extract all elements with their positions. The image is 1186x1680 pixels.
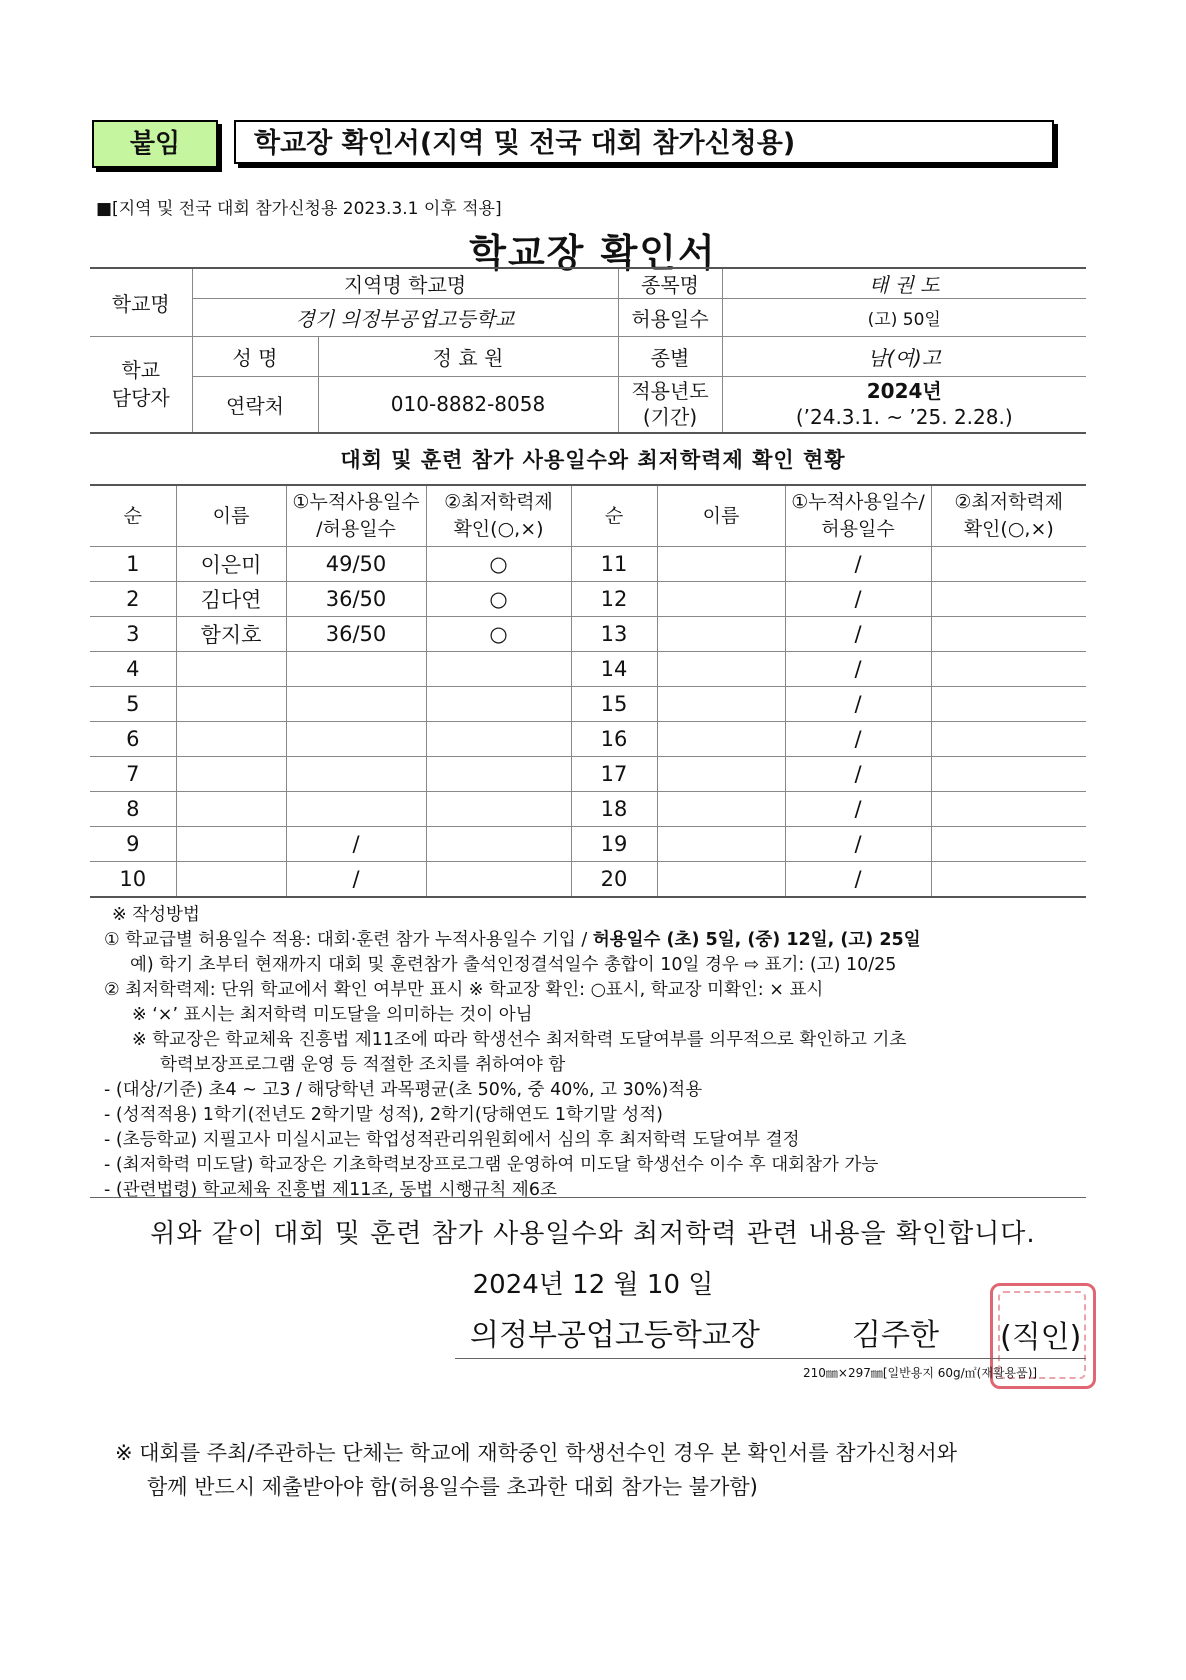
cell-days: 49/50 [286,547,426,582]
cell-name [176,722,286,757]
guide-line-7: - (대상/기준) 초4 ~ 고3 / 해당학년 과목평균(초 50%, 중 40%, 고 30%)적용 [104,1080,703,1100]
cell-check [426,722,571,757]
confirm-statement: 위와 같이 대회 및 훈련 참가 사용일수와 최저학력 관련 내용을 확인합니다. [150,1219,1036,1249]
manager-label-line2: 담당자 [111,386,170,411]
table-row [90,792,1086,827]
cell-name [657,617,785,652]
cell-days: / [286,827,426,862]
cell-name: 함지호 [176,617,286,652]
guide-line-1a: ① 학교급별 허용일수 적용: 대회·훈련 참가 누적사용일수 기입 / [104,930,593,950]
footnote [115,1436,957,1504]
guide-line-10: - (최저학력 미도달) 학교장은 기초학력보장프로그램 운영하여 미도달 학생선수 이수 후 대회참가 가능 [104,1155,879,1175]
col-used-days-right [785,485,931,547]
table-row [90,687,1086,722]
cell-check [426,792,571,827]
gender-label: 종별 [618,337,722,377]
cell-check [931,547,1086,582]
name-label: 성 명 [192,337,318,377]
col-used-days [286,485,426,547]
period-value: (’24.3.1. ~ ’25. 2.28.) [795,405,1013,430]
cell-days: 36/50 [286,582,426,617]
cell-name [657,827,785,862]
cell-days [286,792,426,827]
cell-days: / [785,582,931,617]
cell-no: 1 [90,547,176,582]
cell-no: 12 [571,582,657,617]
cell-no: 15 [571,687,657,722]
table-row [90,582,1086,617]
cell-name: 이은미 [176,547,286,582]
guide-line-2: 예) 학기 초부터 현재까지 대회 및 훈련참가 출석인정결석일수 총합이 10일 경우 ⇨ 표기: (고) 10/25 [130,955,897,975]
cell-no: 3 [90,617,176,652]
guide-line-5: ※ 학교장은 학교체육 진흥법 제11조에 따라 학생선수 최저학력 도달여부를 의무적으로 확인하고 기초 [132,1030,907,1050]
col-used-days-line1: ①누적사용일수 [292,491,420,513]
document-title: 학교장 확인서 [469,231,717,275]
cell-days: / [785,757,931,792]
cell-name [657,862,785,898]
col-name-right: 이름 [657,485,785,547]
cell-no: 9 [90,827,176,862]
cell-check [426,757,571,792]
seal-label: (직인) [1000,1320,1082,1355]
allowed-days-value: (고) 50일 [722,299,1086,337]
table-row [90,757,1086,792]
cell-no: 16 [571,722,657,757]
cell-check [426,827,571,862]
col-check-right-line2: 확인(○,×) [963,518,1054,540]
cell-days: / [286,862,426,898]
cell-name [176,652,286,687]
cell-check [931,827,1086,862]
signer-title: 의정부공업고등학교장 [470,1318,760,1353]
year-label-line2: (기간) [642,405,698,430]
school-info-table [90,267,1086,434]
col-used-days-line2: /허용일수 [316,518,396,540]
cell-days [286,652,426,687]
guide-heading: ※ 작성방법 [112,905,200,925]
cell-days [286,757,426,792]
cell-name [657,792,785,827]
footnote-line-2: 함께 반드시 제출받아야 함(허용일수를 초과한 대회 참가는 불가함) [147,1475,758,1499]
cell-name [176,827,286,862]
cell-no: 6 [90,722,176,757]
guide-line-3: ② 최저학력제: 단위 학교에서 확인 여부만 표시 ※ 학교장 확인: ○표시, 학교장 미확인: × 표시 [104,980,824,1000]
section-title: 대회 및 훈련 참가 사용일수와 최저학력제 확인 현황 [340,448,846,472]
signature-line [455,1358,1086,1359]
cell-days [286,687,426,722]
sign-date: 2024년 12 월 10 일 [472,1270,714,1300]
sport-label: 종목명 [618,268,722,299]
year-value [722,377,1086,433]
cell-name: 김다연 [176,582,286,617]
cell-no: 17 [571,757,657,792]
cell-check [931,652,1086,687]
cell-check [931,757,1086,792]
athlete-table-body [90,547,1086,898]
contact-label: 연락처 [192,377,318,433]
guide-line-11: - (관련법령) 학교체육 진흥법 제11조, 동법 시행규칙 제6조 [104,1180,557,1200]
cell-days: / [785,827,931,862]
manager-label [90,337,192,433]
table-row [90,617,1086,652]
cell-check [931,687,1086,722]
col-no: 순 [90,485,176,547]
cell-check [931,862,1086,898]
table-header-row [90,485,1086,547]
cell-check [426,652,571,687]
divider [90,1197,1086,1198]
cell-check [931,722,1086,757]
writing-guide [104,903,1094,1203]
manager-label-line1: 학교 [121,358,161,383]
cell-no: 20 [571,862,657,898]
cell-check [931,582,1086,617]
table-row [90,652,1086,687]
signer-name: 김주한 [852,1318,939,1353]
cell-days: / [785,652,931,687]
table-row [90,722,1086,757]
cell-no: 14 [571,652,657,687]
cell-no: 10 [90,862,176,898]
cell-days: / [785,617,931,652]
contact-value: 010-8882-8058 [318,377,618,433]
table-row [90,862,1086,898]
cell-days: / [785,547,931,582]
table-row [90,827,1086,862]
guide-line-6: 학력보장프로그램 운영 등 적절한 조치를 취하여야 함 [160,1055,566,1075]
cell-no: 18 [571,792,657,827]
cell-name [176,862,286,898]
cell-check [426,862,571,898]
school-name-label: 학교명 [90,268,192,337]
cell-days: / [785,687,931,722]
col-name: 이름 [176,485,286,547]
cell-name [657,722,785,757]
region-school-label: 지역명 학교명 [192,268,618,299]
cell-days: / [785,792,931,827]
cell-no: 5 [90,687,176,722]
form-note: ■[지역 및 전국 대회 참가신청용 2023.3.1 이후 적용] [96,199,502,219]
name-value: 정 효 원 [318,337,618,377]
cell-check [931,617,1086,652]
cell-name [657,757,785,792]
cell-days [286,722,426,757]
guide-line-1 [104,928,1094,953]
cell-no: 8 [90,792,176,827]
col-check-line2: 확인(○,×) [453,518,544,540]
header-title: 학교장 확인서(지역 및 전국 대회 참가신청용) [234,120,1054,164]
year-value-line1: 2024년 [866,379,942,404]
col-check-line1: ②최저학력제 [444,491,553,513]
guide-line-4: ※ ‘×’ 표시는 최저학력 미도달을 의미하는 것이 아님 [132,1005,533,1025]
year-label-line1: 적용년도 [631,379,709,404]
guide-line-1b: 허용일수 (초) 5일, (중) 12일, (고) 25일 [592,930,921,950]
col-used-days-right-line1: ①누적사용일수/ [791,491,925,513]
table-row [90,547,1086,582]
cell-check [426,687,571,722]
paper-spec: 210㎜×297㎜[일반용지 60g/㎡(재활용품)] [803,1366,1038,1380]
attachment-badge: 붙임 [92,120,218,168]
guide-line-8: - (성적적용) 1학기(전년도 2학기말 성적), 2학기(당해연도 1학기말 성적) [104,1105,663,1125]
cell-name [176,687,286,722]
cell-name [657,582,785,617]
region-school-value: 경기 의정부공업고등학교 [192,299,618,337]
col-check-right [931,485,1086,547]
year-label [618,377,722,433]
cell-days: 36/50 [286,617,426,652]
gender-value: 남(여)고 [722,337,1086,377]
cell-days: / [785,862,931,898]
cell-check: ○ [426,582,571,617]
cell-name [657,652,785,687]
cell-name [176,757,286,792]
cell-no: 4 [90,652,176,687]
cell-no: 11 [571,547,657,582]
cell-name [657,687,785,722]
guide-line-9: - (초등학교) 지필고사 미실시교는 학업성적관리위원회에서 심의 후 최저학력 도달여부 결정 [104,1130,800,1150]
cell-no: 2 [90,582,176,617]
footnote-line-1: ※ 대회를 주최/주관하는 단체는 학교에 재학중인 학생선수인 경우 본 확인서를 참가신청서와 [115,1441,958,1465]
cell-check: ○ [426,617,571,652]
col-no-right: 순 [571,485,657,547]
cell-name [176,792,286,827]
cell-days: / [785,722,931,757]
cell-check: ○ [426,547,571,582]
cell-no: 19 [571,827,657,862]
athlete-table [90,484,1086,898]
allowed-days-label: 허용일수 [618,299,722,337]
cell-no: 13 [571,617,657,652]
cell-no: 7 [90,757,176,792]
col-check-right-line1: ②최저학력제 [954,491,1064,513]
col-check [426,485,571,547]
cell-name [657,547,785,582]
sport-value: 태 권 도 [722,268,1086,299]
col-used-days-right-line2: 허용일수 [821,518,895,540]
cell-check [931,792,1086,827]
